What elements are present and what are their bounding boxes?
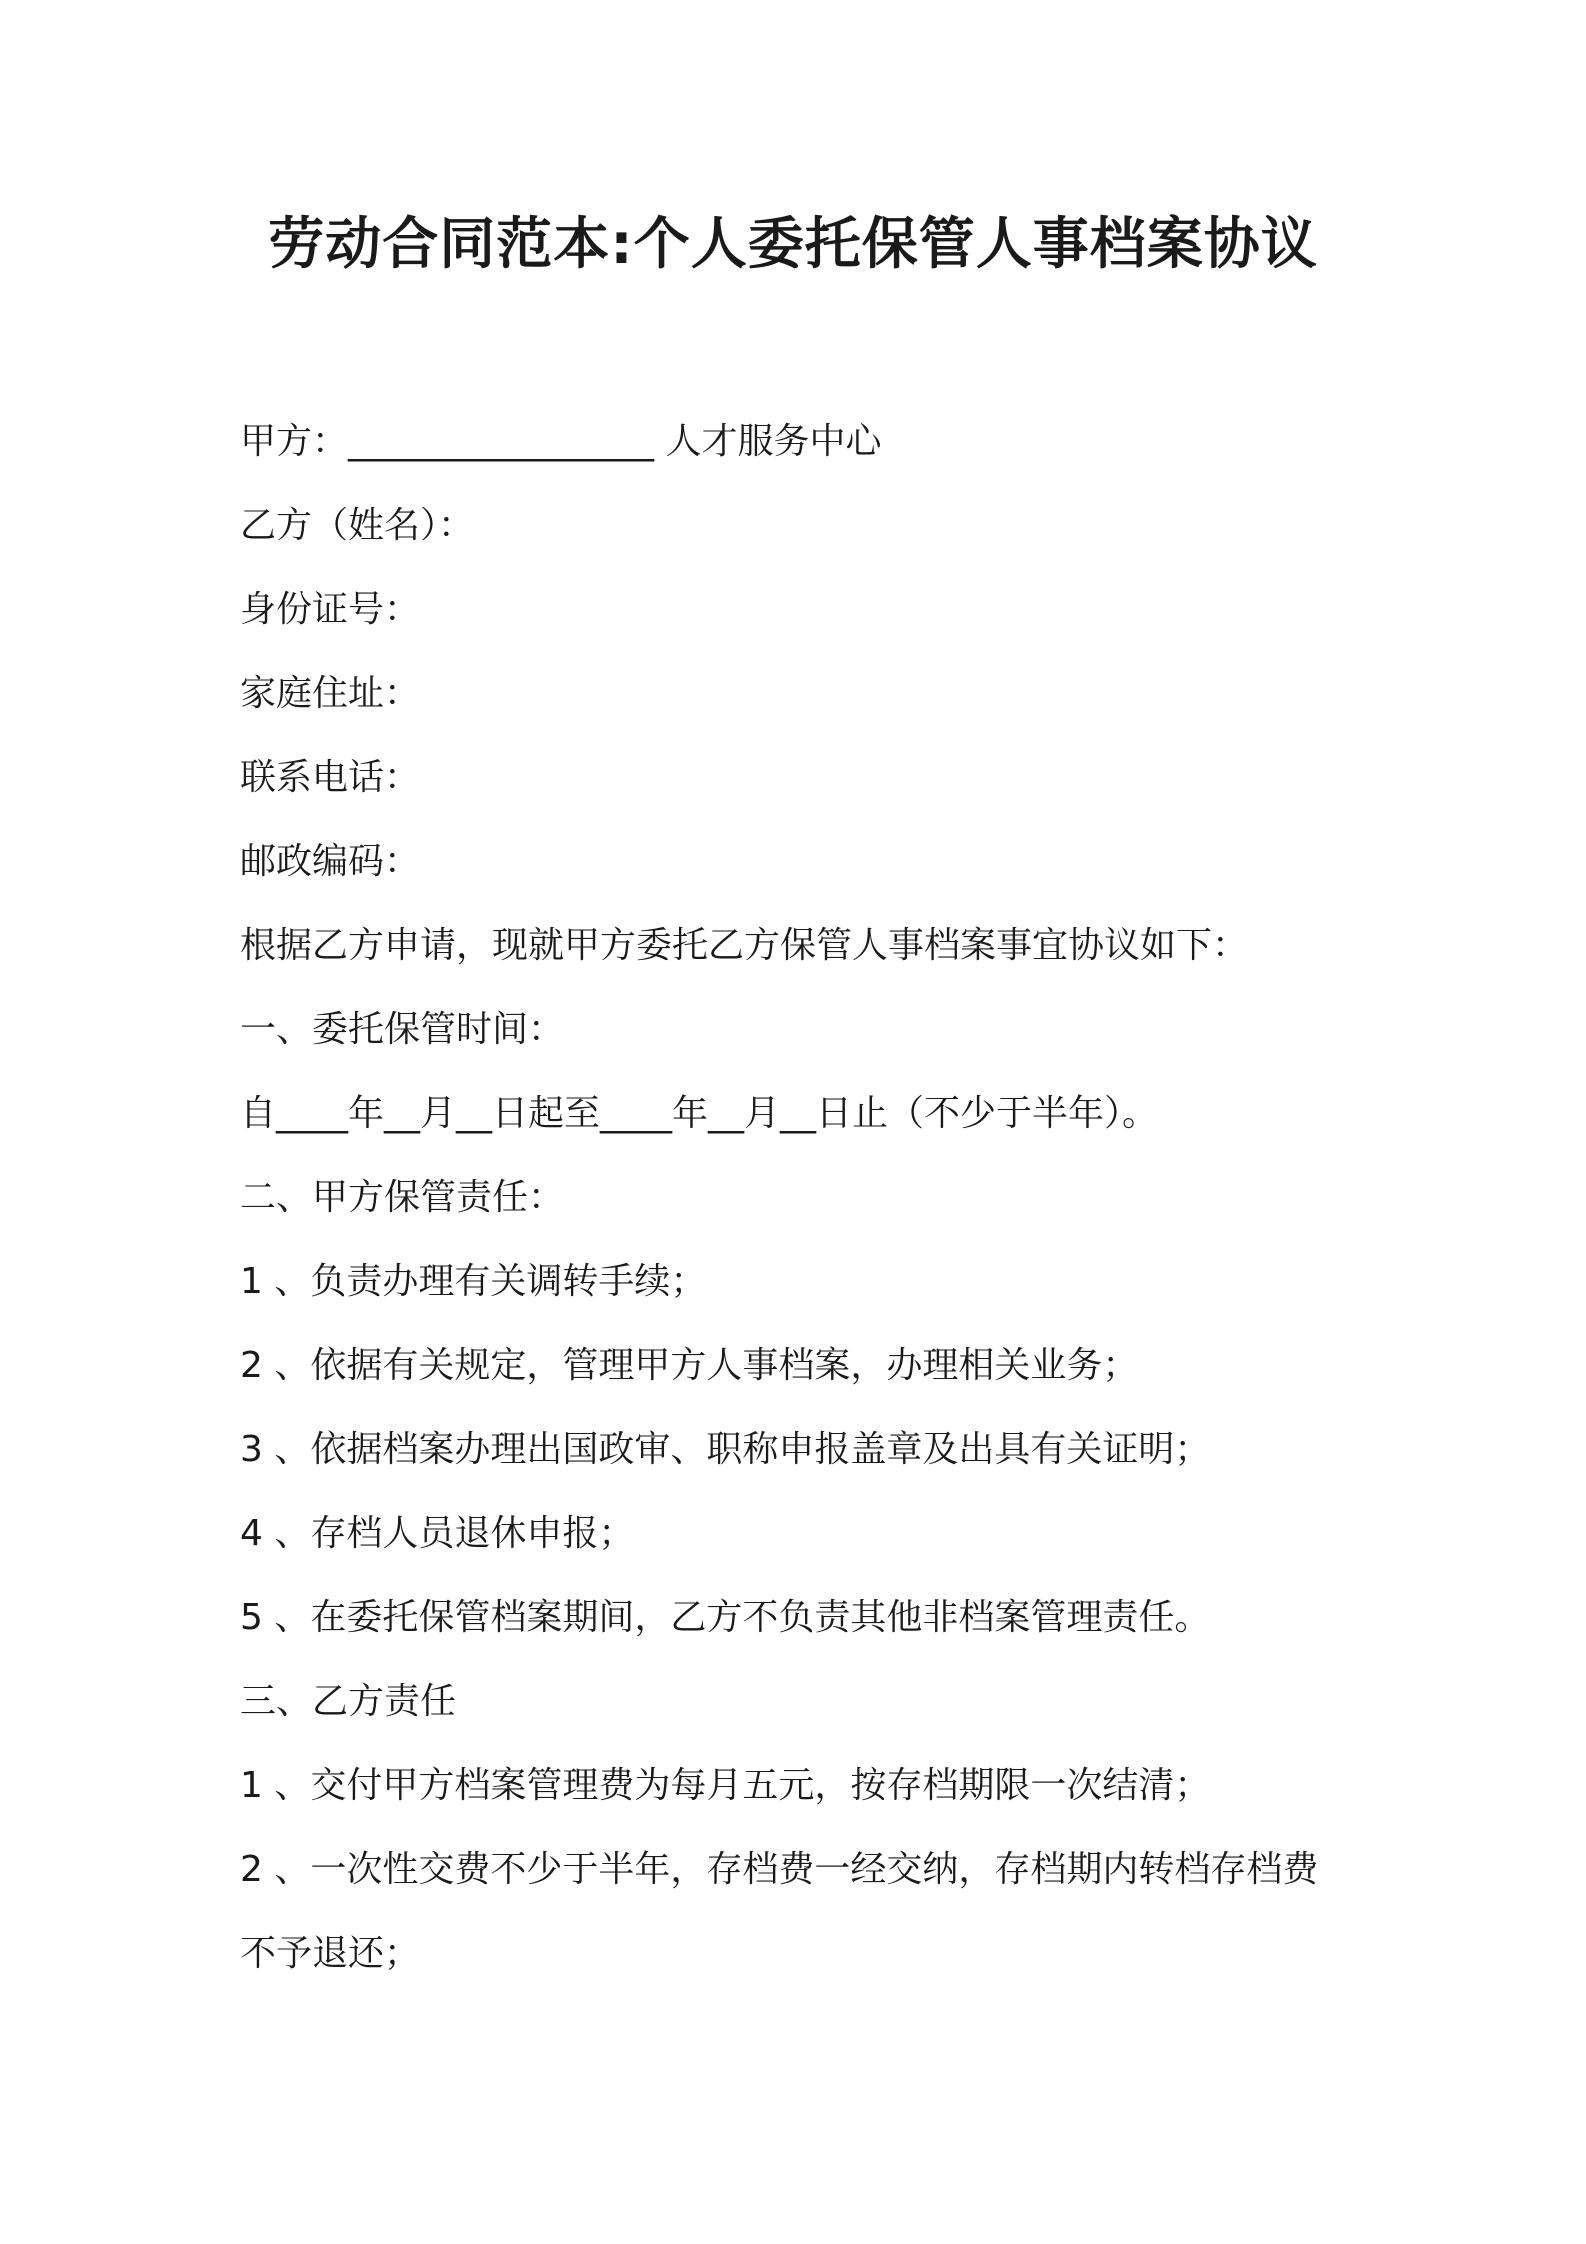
intro-paragraph: 根据乙方申请，现就甲方委托乙方保管人事档案事宜协议如下： [240,925,1249,966]
postal-code-line: 邮政编码： [240,841,421,882]
section-2-item-5: 5 、在委托保管档案期间，乙方不负责其他非档案管理责任。 [240,1597,1211,1638]
document-body [240,400,1380,1996]
section-2-item-4: 4 、存档人员退休申报； [240,1513,635,1554]
section-3-heading: 三、乙方责任 [240,1681,457,1722]
section-3-item-2: 2 、一次性交费不少于半年，存档费一经交纳，存档期内转档存档费 [240,1849,1319,1890]
section-2-item-1: 1 、负责办理有关调转手续； [240,1261,707,1302]
document-title: 劳动合同范本:个人委托保管人事档案协议 [268,212,1318,277]
section-3-item-2-continued: 不予退还； [240,1933,421,1974]
party-a-line: 甲方：_________________ 人才服务中心 [240,421,882,462]
party-b-name-line: 乙方（姓名）： [240,505,475,546]
section-2-heading: 二、甲方保管责任： [240,1177,565,1218]
section-1-period: 自____年__月__日起至____年__月__日止（不少于半年）。 [240,1093,1159,1134]
section-2-item-2: 2 、依据有关规定，管理甲方人事档案，办理相关业务； [240,1345,1139,1386]
section-1-heading: 一、委托保管时间： [240,1009,565,1050]
section-2-item-3: 3 、依据档案办理出国政审、职称申报盖章及出具有关证明； [240,1429,1211,1470]
phone-line: 联系电话： [240,757,421,798]
home-address-line: 家庭住址： [240,673,421,714]
section-3-item-1: 1 、交付甲方档案管理费为每月五元，按存档期限一次结清； [240,1765,1211,1806]
id-number-line: 身份证号： [240,589,421,630]
